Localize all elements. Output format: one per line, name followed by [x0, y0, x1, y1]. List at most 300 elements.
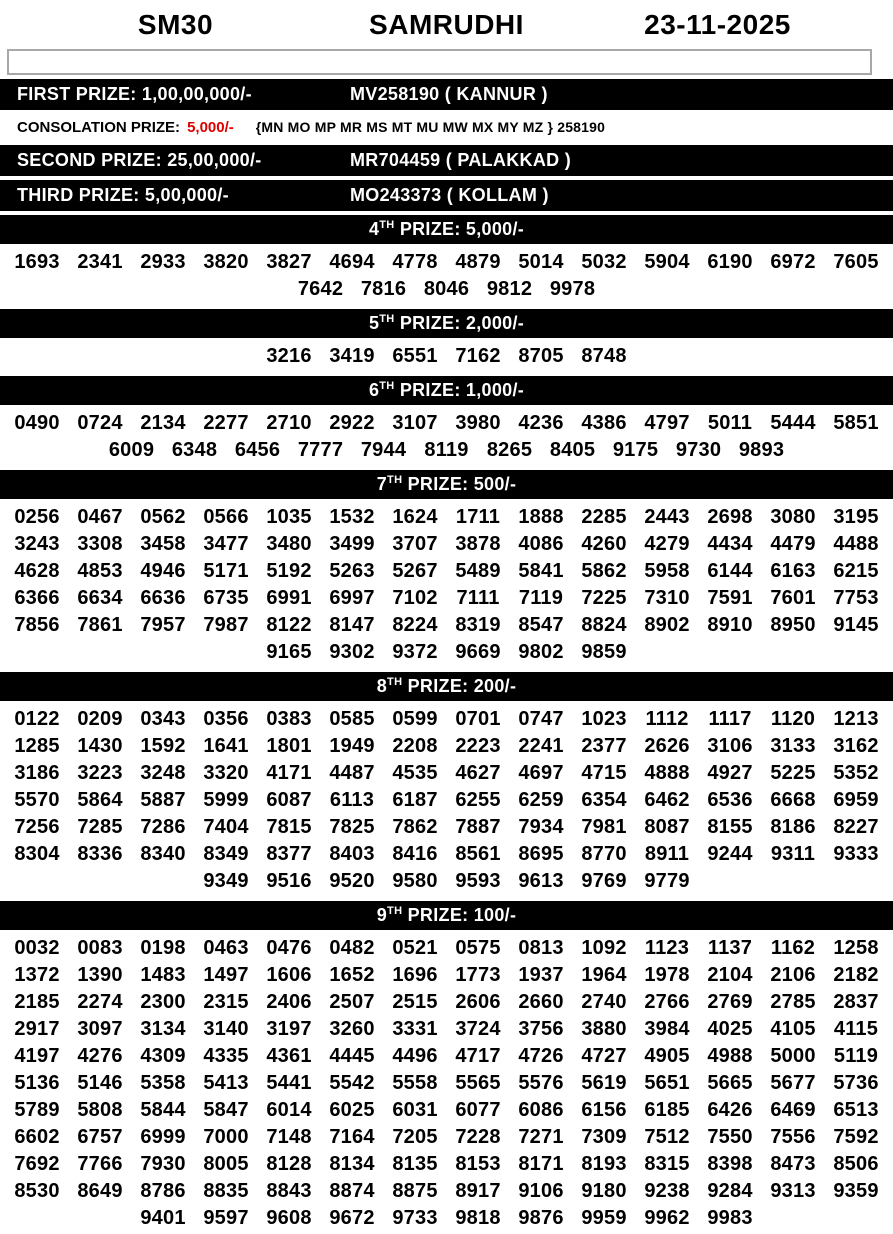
prize-number: 8193 — [581, 1153, 627, 1175]
prize-number: 8835 — [203, 1180, 249, 1202]
prize-number: 4927 — [707, 762, 753, 784]
prize-tier — [0, 672, 893, 897]
prize-number: 1696 — [392, 964, 438, 986]
prize-number: 7987 — [203, 614, 249, 636]
prize-number: 7148 — [266, 1126, 312, 1148]
prize-number: 8377 — [266, 843, 312, 865]
prize-number: 3880 — [581, 1018, 627, 1040]
prize-number: 4727 — [581, 1045, 627, 1067]
prize-number: 1937 — [518, 964, 564, 986]
prize-number: 9983 — [707, 1207, 753, 1229]
prize-number: 8134 — [329, 1153, 375, 1175]
prize-number: 0209 — [77, 708, 123, 730]
prize-number: 1693 — [14, 251, 60, 273]
prize-number: 2241 — [518, 735, 564, 757]
prize-number: 3707 — [392, 533, 438, 555]
prize-number: 5136 — [14, 1072, 60, 1094]
prize-number: 1652 — [329, 964, 375, 986]
prize-number: 6031 — [392, 1099, 438, 1121]
prize-number: 9962 — [644, 1207, 690, 1229]
prize-number: 4335 — [203, 1045, 249, 1067]
prize-number: 4479 — [770, 533, 816, 555]
prize-number: 8748 — [581, 345, 627, 367]
tier-title: PRIZE: 2,000/- — [394, 313, 525, 333]
prize-number: 1773 — [455, 964, 501, 986]
prize-number: 6025 — [329, 1099, 375, 1121]
prize-number: 8304 — [14, 843, 60, 865]
consolation-amount: 5,000/- — [187, 119, 234, 136]
prize-number: 2208 — [392, 735, 438, 757]
prize-number: 0467 — [77, 506, 123, 528]
prize-number: 4797 — [644, 412, 690, 434]
prize-number: 5267 — [392, 560, 438, 582]
prize-number: 4778 — [392, 251, 438, 273]
tier-title: PRIZE: 1,000/- — [394, 380, 525, 400]
prize-number: 5844 — [140, 1099, 186, 1121]
prize-number: 0521 — [392, 937, 438, 959]
prize-number: 9311 — [770, 843, 816, 865]
prize-number: 6185 — [644, 1099, 690, 1121]
prize-number: 1964 — [581, 964, 627, 986]
prize-number: 4197 — [14, 1045, 60, 1067]
prize-number: 7777 — [297, 439, 344, 461]
prize-number: 3878 — [455, 533, 501, 555]
prize-number: 7512 — [644, 1126, 690, 1148]
prize-number: 7981 — [581, 816, 627, 838]
prize-number: 3980 — [455, 412, 501, 434]
prize-number: 8155 — [707, 816, 753, 838]
third-prize-bar — [0, 180, 893, 211]
prize-number: 4105 — [770, 1018, 816, 1040]
prize-number: 6536 — [707, 789, 753, 811]
prize-number: 0575 — [455, 937, 501, 959]
prize-number: 9978 — [549, 278, 596, 300]
prize-number: 4697 — [518, 762, 564, 784]
prize-number: 5413 — [203, 1072, 249, 1094]
prize-number: 1430 — [77, 735, 123, 757]
prize-number: 1390 — [77, 964, 123, 986]
first-prize-winner: MV258190 ( KANNUR ) — [350, 84, 548, 104]
prize-number: 8186 — [770, 816, 816, 838]
prize-number: 2698 — [707, 506, 753, 528]
prize-number: 7887 — [455, 816, 501, 838]
prize-number: 9106 — [518, 1180, 564, 1202]
prize-number: 9401 — [140, 1207, 186, 1229]
prize-number: 9244 — [707, 843, 753, 865]
prize-number: 9608 — [266, 1207, 312, 1229]
prize-tier-header — [0, 901, 893, 930]
prize-number: 0083 — [77, 937, 123, 959]
prize-number: 0476 — [266, 937, 312, 959]
prize-number: 1117 — [708, 708, 752, 730]
prize-number: 3820 — [203, 251, 249, 273]
prize-number: 2406 — [266, 991, 312, 1013]
prize-number: 3186 — [14, 762, 60, 784]
prize-number: 5847 — [203, 1099, 249, 1121]
prize-number: 3097 — [77, 1018, 123, 1040]
prize-number: 9284 — [707, 1180, 753, 1202]
consolation-series: {MN MO MP MR MS MT MU MW MX MY MZ } 258190 — [255, 119, 606, 135]
prize-number: 3827 — [266, 251, 312, 273]
prize-number: 6077 — [455, 1099, 501, 1121]
prize-number: 5444 — [770, 412, 816, 434]
prize-number: 7286 — [140, 816, 186, 838]
prize-number: 9520 — [329, 870, 375, 892]
prize-number: 1497 — [203, 964, 249, 986]
prize-number: 4627 — [455, 762, 501, 784]
prize-number: 1711 — [455, 506, 501, 528]
prize-number: 4236 — [518, 412, 564, 434]
prize-number: 0383 — [266, 708, 312, 730]
prize-number: 5851 — [833, 412, 879, 434]
prize-number: 9313 — [770, 1180, 816, 1202]
prize-number: 4988 — [707, 1045, 753, 1067]
prize-number: 5841 — [518, 560, 564, 582]
prize-number: 7592 — [833, 1126, 879, 1148]
prize-number: 9613 — [518, 870, 564, 892]
prize-number: 7000 — [203, 1126, 249, 1148]
prize-number: 6156 — [581, 1099, 627, 1121]
prize-number: 5358 — [140, 1072, 186, 1094]
prize-number: 5171 — [203, 560, 249, 582]
prize-number: 7605 — [833, 251, 879, 273]
prize-number: 2710 — [266, 412, 312, 434]
prize-number: 7310 — [644, 587, 690, 609]
prize-number: 4488 — [833, 533, 879, 555]
first-prize-label: FIRST PRIZE: 1,00,00,000/- — [17, 84, 252, 104]
prize-number: 4888 — [644, 762, 690, 784]
prize-number: 9818 — [455, 1207, 501, 1229]
prize-number: 6668 — [770, 789, 816, 811]
prize-number: 2785 — [770, 991, 816, 1013]
prize-number: 8902 — [644, 614, 690, 636]
prize-number: 3320 — [203, 762, 249, 784]
winning-numbers-grid — [0, 409, 893, 466]
tier-ordinal-suffix: TH — [387, 474, 403, 486]
prize-number: 1949 — [329, 735, 375, 757]
prize-number: 9349 — [203, 870, 249, 892]
prize-number: 1213 — [833, 708, 879, 730]
prize-number: 1641 — [203, 735, 249, 757]
prize-number: 7119 — [518, 587, 564, 609]
prize-number: 6602 — [14, 1126, 60, 1148]
prize-number: 7309 — [581, 1126, 627, 1148]
tier-ordinal: 5 — [368, 313, 380, 333]
prize-number: 4487 — [329, 762, 375, 784]
prize-number: 9165 — [266, 641, 312, 663]
prize-number: 4726 — [518, 1045, 564, 1067]
prize-number: 1483 — [140, 964, 186, 986]
prize-number: 3162 — [833, 735, 879, 757]
prize-number: 7228 — [455, 1126, 501, 1148]
prize-number: 6959 — [833, 789, 879, 811]
prize-number: 8405 — [549, 439, 596, 461]
prize-number: 9597 — [203, 1207, 249, 1229]
prize-number: 7934 — [518, 816, 564, 838]
consolation-prize-row — [0, 114, 893, 141]
prize-number: 5651 — [644, 1072, 690, 1094]
prize-number: 8950 — [770, 614, 816, 636]
prize-number: 7825 — [329, 816, 375, 838]
prize-number: 8786 — [140, 1180, 186, 1202]
prize-number: 2515 — [392, 991, 438, 1013]
prize-number: 0813 — [518, 937, 564, 959]
prize-number: 7205 — [392, 1126, 438, 1148]
prize-number: 9516 — [266, 870, 312, 892]
prize-number: 6144 — [707, 560, 753, 582]
prize-number: 3419 — [329, 345, 375, 367]
prize-number: 5619 — [581, 1072, 627, 1094]
prize-number: 6551 — [392, 345, 438, 367]
prize-tier-header — [0, 672, 893, 701]
prize-number: 2660 — [518, 991, 564, 1013]
prize-number: 4905 — [644, 1045, 690, 1067]
prize-number: 3140 — [203, 1018, 249, 1040]
prize-number: 8649 — [77, 1180, 123, 1202]
prize-number: 2277 — [203, 412, 249, 434]
prize-number: 2341 — [77, 251, 123, 273]
prize-number: 4276 — [77, 1045, 123, 1067]
prize-number: 6634 — [77, 587, 123, 609]
prize-number: 1112 — [645, 708, 689, 730]
prize-number: 2315 — [203, 991, 249, 1013]
prize-number: 9175 — [612, 439, 659, 461]
prize-number: 8224 — [392, 614, 438, 636]
prize-number: 2106 — [770, 964, 816, 986]
first-prize-bar — [0, 79, 893, 110]
prize-number: 8843 — [266, 1180, 312, 1202]
prize-number: 2223 — [455, 735, 501, 757]
consolation-label: CONSOLATION PRIZE: — [17, 119, 181, 136]
prize-number: 4171 — [266, 762, 312, 784]
prize-number: 1123 — [644, 937, 690, 959]
prize-number: 8153 — [455, 1153, 501, 1175]
prize-number: 6997 — [329, 587, 375, 609]
tier-title: PRIZE: 500/- — [402, 474, 517, 494]
prize-number: 6087 — [266, 789, 312, 811]
draw-date: 23-11-2025 — [644, 9, 791, 40]
prize-number: 4386 — [581, 412, 627, 434]
draw-code: SM30 — [137, 9, 214, 40]
prize-number: 7642 — [297, 278, 344, 300]
prize-number: 7944 — [360, 439, 407, 461]
prize-number: 7957 — [140, 614, 186, 636]
prize-number: 8119 — [424, 439, 469, 461]
prize-number: 8473 — [770, 1153, 816, 1175]
prize-number: 9302 — [329, 641, 375, 663]
prize-number: 5887 — [140, 789, 186, 811]
prize-number: 8874 — [329, 1180, 375, 1202]
tier-ordinal-suffix: TH — [379, 380, 395, 392]
prize-number: 1606 — [266, 964, 312, 986]
prize-number: 8227 — [833, 816, 879, 838]
search-input[interactable] — [7, 49, 872, 75]
prize-number: 4025 — [707, 1018, 753, 1040]
prize-number: 8416 — [392, 843, 438, 865]
prize-number: 7404 — [203, 816, 249, 838]
prize-number: 9669 — [455, 641, 501, 663]
prize-number: 9672 — [329, 1207, 375, 1229]
prize-number: 3724 — [455, 1018, 501, 1040]
prize-number: 5789 — [14, 1099, 60, 1121]
prize-number: 8695 — [518, 843, 564, 865]
prize-number: 2134 — [140, 412, 186, 434]
prize-number: 3499 — [329, 533, 375, 555]
tier-ordinal-suffix: TH — [379, 219, 395, 231]
prize-number: 0356 — [203, 708, 249, 730]
prize-number: 1801 — [266, 735, 312, 757]
prize-number: 1092 — [581, 937, 627, 959]
prize-number: 5862 — [581, 560, 627, 582]
prize-number: 8530 — [14, 1180, 60, 1202]
prize-number: 5146 — [77, 1072, 123, 1094]
prize-number: 5736 — [833, 1072, 879, 1094]
prize-number: 9733 — [392, 1207, 438, 1229]
prize-number: 5808 — [77, 1099, 123, 1121]
prize-number: 4115 — [833, 1018, 879, 1040]
prize-number: 1978 — [644, 964, 690, 986]
prize-number: 9238 — [644, 1180, 690, 1202]
prize-number: 4279 — [644, 533, 690, 555]
prize-tier-header — [0, 309, 893, 338]
prize-number: 0566 — [203, 506, 249, 528]
prize-number: 2837 — [833, 991, 879, 1013]
prize-number: 1258 — [833, 937, 879, 959]
second-prize-winner: MR704459 ( PALAKKAD ) — [350, 150, 572, 170]
prize-number: 4496 — [392, 1045, 438, 1067]
prize-number: 3106 — [707, 735, 753, 757]
prize-number: 4260 — [581, 533, 627, 555]
prize-number: 3308 — [77, 533, 123, 555]
prize-number: 0463 — [203, 937, 249, 959]
prize-number: 8122 — [266, 614, 312, 636]
prize-number: 9959 — [581, 1207, 627, 1229]
prize-number: 6255 — [455, 789, 501, 811]
prize-number: 7930 — [140, 1153, 186, 1175]
prize-number: 0599 — [392, 708, 438, 730]
prize-number: 9372 — [392, 641, 438, 663]
prize-number: 2917 — [14, 1018, 60, 1040]
prize-number: 0724 — [77, 412, 123, 434]
prize-number: 6348 — [171, 439, 218, 461]
prize-number: 2104 — [707, 964, 753, 986]
prize-number: 2626 — [644, 735, 690, 757]
prize-tier — [0, 376, 893, 466]
prize-number: 6735 — [203, 587, 249, 609]
prize-number: 7550 — [707, 1126, 753, 1148]
prize-number: 0747 — [518, 708, 564, 730]
prize-number: 4434 — [707, 533, 753, 555]
prize-number: 3197 — [266, 1018, 312, 1040]
prize-tier-header — [0, 215, 893, 244]
prize-number: 8336 — [77, 843, 123, 865]
prize-number: 1372 — [14, 964, 60, 986]
prize-number: 4309 — [140, 1045, 186, 1067]
prize-number: 8875 — [392, 1180, 438, 1202]
prize-number: 3107 — [392, 412, 438, 434]
prize-number: 1120 — [770, 708, 816, 730]
prize-number: 7271 — [518, 1126, 564, 1148]
prize-number: 7164 — [329, 1126, 375, 1148]
prize-number: 9730 — [675, 439, 722, 461]
tier-title: PRIZE: 5,000/- — [394, 219, 525, 239]
prize-number: 5576 — [518, 1072, 564, 1094]
prize-number: 2443 — [644, 506, 690, 528]
prize-number: 7753 — [833, 587, 879, 609]
prize-number: 2606 — [455, 991, 501, 1013]
prize-number: 8561 — [455, 843, 501, 865]
prize-number: 7692 — [14, 1153, 60, 1175]
prize-tier-header — [0, 376, 893, 405]
prize-number: 3984 — [644, 1018, 690, 1040]
prize-number: 0256 — [14, 506, 60, 528]
prize-number: 8087 — [644, 816, 690, 838]
prize-number: 5489 — [455, 560, 501, 582]
third-prize-label: THIRD PRIZE: 5,00,000/- — [17, 185, 229, 205]
prize-number: 8705 — [518, 345, 564, 367]
prize-number: 1162 — [770, 937, 816, 959]
prize-number: 1592 — [140, 735, 186, 757]
prize-number: 8403 — [329, 843, 375, 865]
prize-number: 6456 — [234, 439, 281, 461]
tier-ordinal-suffix: TH — [387, 676, 403, 688]
prize-number: 3331 — [392, 1018, 438, 1040]
prize-number: 9593 — [455, 870, 501, 892]
prize-number: 2769 — [707, 991, 753, 1013]
prize-tier — [0, 470, 893, 668]
prize-number: 8349 — [203, 843, 249, 865]
prize-number: 2740 — [581, 991, 627, 1013]
prize-number: 0585 — [329, 708, 375, 730]
tier-title: PRIZE: 100/- — [402, 905, 517, 925]
prize-number: 7162 — [455, 345, 501, 367]
prize-number: 8547 — [518, 614, 564, 636]
prize-number: 5999 — [203, 789, 249, 811]
tier-ordinal-suffix: TH — [379, 313, 395, 325]
prize-number: 9145 — [833, 614, 879, 636]
prize-number: 7856 — [14, 614, 60, 636]
prize-number: 2285 — [581, 506, 627, 528]
prize-number: 5011 — [707, 412, 753, 434]
prize-number: 0490 — [14, 412, 60, 434]
prize-tier-header — [0, 470, 893, 499]
prize-number: 3458 — [140, 533, 186, 555]
winning-numbers-grid — [0, 705, 893, 897]
prize-number: 0122 — [14, 708, 60, 730]
prize-number: 1888 — [518, 506, 564, 528]
page-header — [0, 0, 893, 47]
prize-number: 8046 — [423, 278, 470, 300]
prize-number: 4879 — [455, 251, 501, 273]
prize-number: 9859 — [581, 641, 627, 663]
prize-number: 6259 — [518, 789, 564, 811]
prize-number: 7862 — [392, 816, 438, 838]
prize-tier — [0, 309, 893, 372]
prize-number: 6757 — [77, 1126, 123, 1148]
prize-number: 5263 — [329, 560, 375, 582]
prize-number: 7285 — [77, 816, 123, 838]
prize-number: 3216 — [266, 345, 312, 367]
prize-number: 1532 — [329, 506, 375, 528]
prize-number: 8135 — [392, 1153, 438, 1175]
prize-number: 8910 — [707, 614, 753, 636]
tier-ordinal: 7 — [376, 474, 388, 494]
winning-numbers-grid — [0, 503, 893, 668]
prize-number: 8005 — [203, 1153, 249, 1175]
prize-number: 0482 — [329, 937, 375, 959]
prize-number: 1624 — [392, 506, 438, 528]
prize-number: 6972 — [770, 251, 816, 273]
